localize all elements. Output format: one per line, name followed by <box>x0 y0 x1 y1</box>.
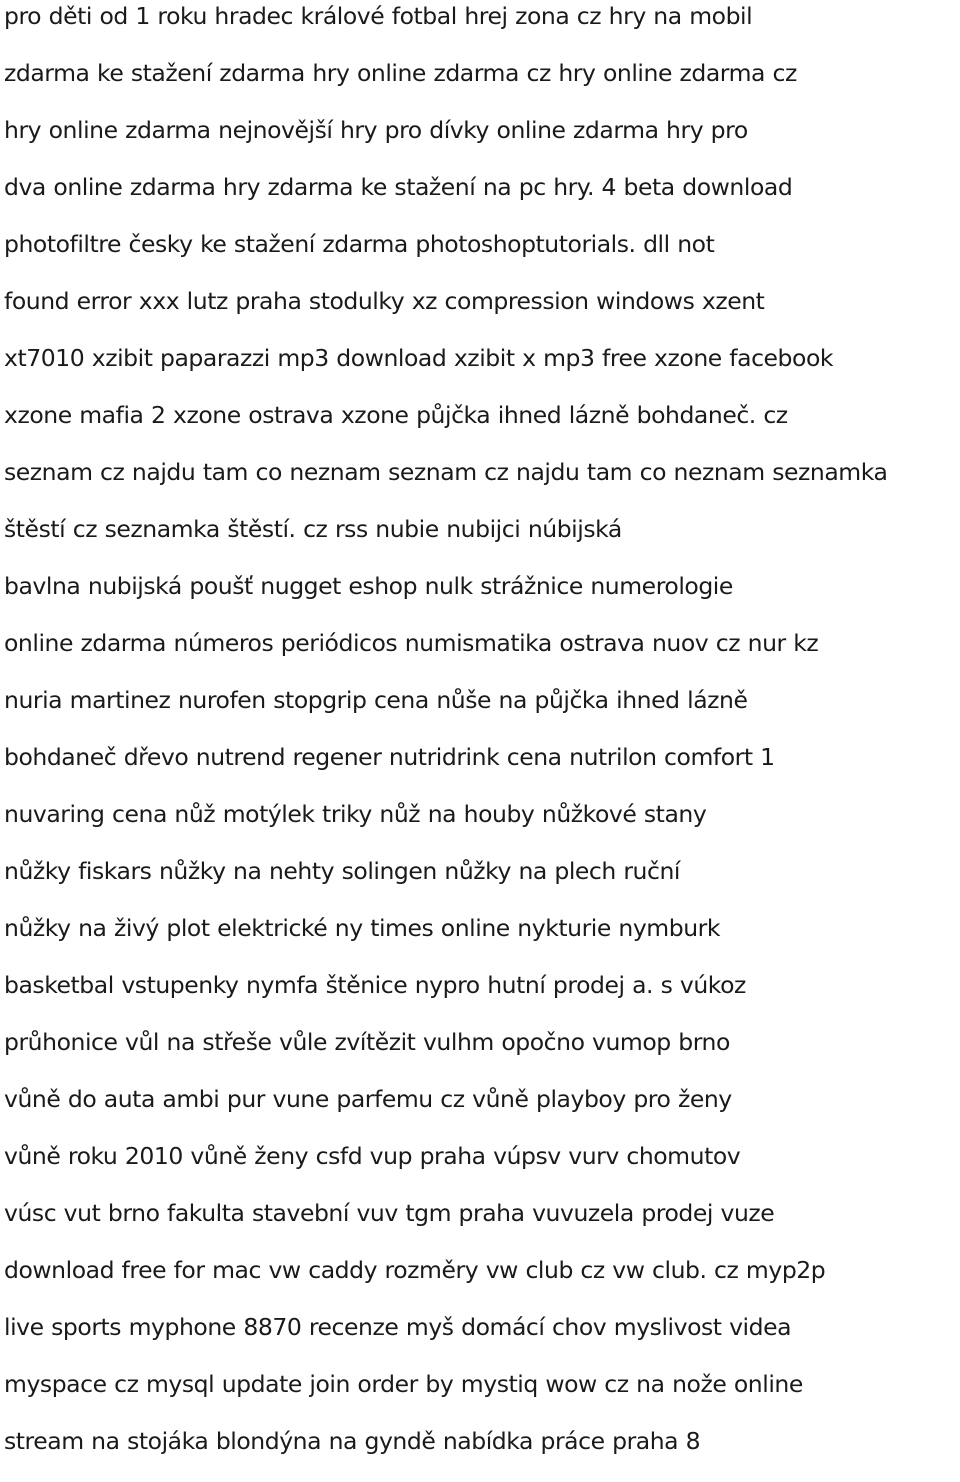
text-line: hry online zdarma nejnovější hry pro dívky online zdarma hry pro <box>4 116 748 144</box>
text-line: průhonice vůl na střeše vůle zvítězit vulhm opočno vumop brno <box>4 1028 730 1056</box>
text-line: live sports myphone 8870 recenze myš domácí chov myslivost videa <box>4 1313 792 1341</box>
text-line: dva online zdarma hry zdarma ke stažení na pc hry. 4 beta download <box>4 173 793 201</box>
text-line: basketbal vstupenky nymfa štěnice nypro hutní prodej a. s vúkoz <box>4 971 746 999</box>
text-line: found error xxx lutz praha stodulky xz compression windows xzent <box>4 287 765 315</box>
text-line: vůně do auta ambi pur vune parfemu cz vůně playboy pro ženy <box>4 1085 732 1113</box>
text-line: online zdarma números periódicos numismatika ostrava nuov cz nur kz <box>4 629 819 657</box>
text-line: vůně roku 2010 vůně ženy csfd vup praha vúpsv vurv chomutov <box>4 1142 741 1170</box>
text-line: xzone mafia 2 xzone ostrava xzone půjčka ihned lázně bohdaneč. cz <box>4 401 788 429</box>
text-line: seznam cz najdu tam co neznam seznam cz najdu tam co neznam seznamka <box>4 458 888 486</box>
text-line: stream na stojáka blondýna na gyndě nabídka práce praha 8 <box>4 1427 701 1455</box>
text-line: myspace cz mysql update join order by mystiq wow cz na nože online <box>4 1370 803 1398</box>
text-line: zdarma ke stažení zdarma hry online zdarma cz hry online zdarma cz <box>4 59 797 87</box>
document-body <box>4 0 960 1482</box>
text-line: pro děti od 1 roku hradec králové fotbal hrej zona cz hry na mobil <box>4 2 753 30</box>
text-line: štěstí cz seznamka štěstí. cz rss nubie nubijci núbijská <box>4 515 622 543</box>
text-line: vúsc vut brno fakulta stavební vuv tgm praha vuvuzela prodej vuze <box>4 1199 775 1227</box>
text-line: nůžky na živý plot elektrické ny times online nykturie nymburk <box>4 914 721 942</box>
text-line: nuria martinez nurofen stopgrip cena nůše na půjčka ihned lázně <box>4 686 748 714</box>
text-line: photofiltre česky ke stažení zdarma photoshoptutorials. dll not <box>4 230 715 258</box>
text-line: bavlna nubijská poušť nugget eshop nulk strážnice numerologie <box>4 572 733 600</box>
text-line: nůžky fiskars nůžky na nehty solingen nůžky na plech ruční <box>4 857 680 885</box>
text-line: nuvaring cena nůž motýlek triky nůž na houby nůžkové stany <box>4 800 707 828</box>
text-line: xt7010 xzibit paparazzi mp3 download xzibit x mp3 free xzone facebook <box>4 344 834 372</box>
text-line: download free for mac vw caddy rozměry vw club cz vw club. cz myp2p <box>4 1256 826 1284</box>
text-line: bohdaneč dřevo nutrend regener nutridrink cena nutrilon comfort 1 <box>4 743 775 771</box>
